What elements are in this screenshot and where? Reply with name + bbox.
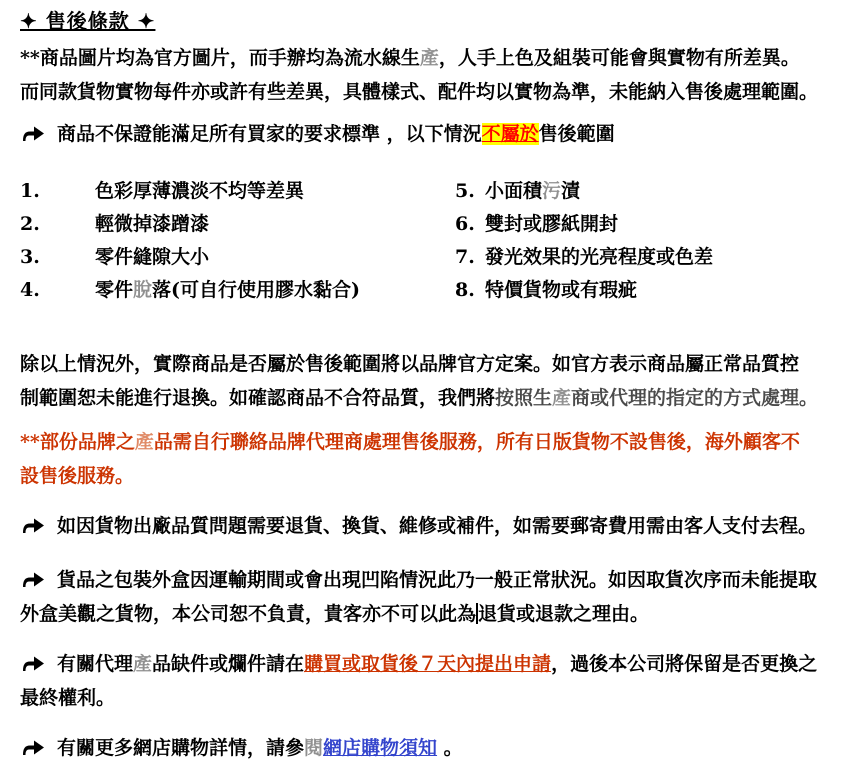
official-decision-paragraph <box>20 347 852 415</box>
item-number: 2. <box>20 213 40 235</box>
text-segment: 按照生 <box>495 387 553 409</box>
text-segment: 色彩厚薄濃淡不均等差異 <box>95 180 305 202</box>
text-segment: 有關更多網店購物詳情，請參 <box>57 737 305 759</box>
text-segment: 設售後服務。 <box>20 465 135 487</box>
exclusion-item <box>455 241 852 274</box>
item-number: 3. <box>20 246 40 268</box>
exclusion-row <box>20 208 852 241</box>
exclusion-item <box>455 208 852 241</box>
text-segment: 產 <box>419 47 439 69</box>
coverage-standards-paragraph <box>20 117 852 151</box>
paragraph-text <box>57 123 615 145</box>
paragraph-text <box>57 515 817 537</box>
exclusion-row <box>20 175 852 208</box>
exclusion-item-text <box>95 274 360 307</box>
item-number: 8. <box>455 279 475 301</box>
return-shipping-paragraph <box>20 509 852 543</box>
exclusion-item <box>455 175 852 208</box>
text-segment: 落(可自行使用膠水黏合) <box>152 279 361 301</box>
item-number: 7. <box>455 246 475 268</box>
text-segment: 雙封或膠紙開封 <box>485 213 619 235</box>
text-segment: 產 <box>134 431 154 453</box>
text-segment: 退貨或退款之理由。 <box>478 603 650 625</box>
text-segment: 閱 <box>304 737 324 759</box>
text-segment: 外盒美觀之貨物，本公司恕不負責，貴客亦不可以此為 <box>20 603 477 625</box>
paragraph-line <box>20 347 852 381</box>
item-number: 6. <box>455 213 475 235</box>
exclusion-item-text <box>485 208 618 241</box>
exclusion-item-text <box>95 208 209 241</box>
right-arrow-icon <box>20 563 46 597</box>
exclusion-item <box>20 175 455 208</box>
text-segment: 售後範圍 <box>538 123 615 145</box>
intro-paragraph <box>20 41 852 109</box>
brand-agent-note-paragraph <box>20 425 852 493</box>
text-segment: 貨品之包裝外盒因運輸期間或會出現凹陷情況此乃一般正常狀況。如因取貨次序而未能提取 <box>57 569 818 591</box>
text-segment: 最終權利。 <box>20 687 116 709</box>
exclusion-item <box>20 208 455 241</box>
paragraph-line <box>20 563 852 597</box>
paragraph-line <box>20 731 852 765</box>
paragraph-line <box>20 425 852 459</box>
exclusion-item-text <box>95 175 304 208</box>
item-number: 1. <box>20 180 40 202</box>
shopping-notice-link[interactable]: 網店購物須知 <box>323 737 438 759</box>
text-segment: 。 <box>437 737 463 759</box>
right-arrow-icon <box>20 647 46 681</box>
paragraph-line <box>20 41 852 75</box>
right-arrow-icon <box>20 117 46 151</box>
paragraph-line <box>20 681 852 715</box>
text-segment: 除以上情況外，實際商品是否屬於售後範圍將以品牌官方定案。如官方表示商品屬正常品質控 <box>20 353 800 375</box>
text-segment: ，過後本公司將保留是否更換之 <box>551 653 818 675</box>
right-arrow-icon <box>20 509 46 543</box>
exclusions-list <box>20 175 852 307</box>
exclusion-item <box>455 274 852 307</box>
text-segment: 零件 <box>95 279 134 301</box>
text-segment: 商品不保證能滿足所有買家的要求標準 ，以下情況 <box>57 123 482 145</box>
exclusion-item-text <box>485 175 580 208</box>
title-line <box>20 6 852 37</box>
not-covered-highlight: 不屬於 <box>481 123 539 145</box>
text-segment: 有關代理 <box>57 653 134 675</box>
exclusion-item <box>20 274 455 307</box>
paragraph-line <box>20 117 852 151</box>
text-segment: 輕微掉漆蹭漆 <box>95 213 210 235</box>
text-segment: 污 <box>542 180 562 202</box>
paragraph-text <box>57 569 817 591</box>
text-segment: 零件縫隙大小 <box>95 246 210 268</box>
right-arrow-icon <box>20 731 46 765</box>
page-title: ✦ 售後條款 ✦ <box>20 9 156 33</box>
text-segment: 發光效果的光亮程度或色差 <box>485 246 714 268</box>
packaging-note-paragraph <box>20 563 852 631</box>
exclusion-item-text <box>95 241 209 274</box>
item-number: 5. <box>455 180 475 202</box>
paragraph-line <box>20 597 852 631</box>
paragraph-line <box>20 75 852 109</box>
text-segment: **商品圖片均為官方圖片，而手辦均為流水線生 <box>20 47 420 69</box>
text-segment: 小面積 <box>485 180 543 202</box>
text-segment: 商或代理的指定的方式處理。 <box>571 387 819 409</box>
exclusion-row <box>20 241 852 274</box>
exclusion-row <box>20 274 852 307</box>
exclusion-item <box>20 241 455 274</box>
text-segment: 漬 <box>561 180 581 202</box>
item-number: 4. <box>20 279 40 301</box>
exclusion-item-text <box>485 241 713 274</box>
paragraph-line <box>20 647 852 681</box>
text-segment: 而同款貨物實物每件亦或許有些差異，具體樣式、配件均以實物為準，未能納入售後處理範圍。 <box>20 81 819 103</box>
exclusion-item-text <box>485 274 637 307</box>
text-segment: 特價貨物或有瑕疵 <box>485 279 638 301</box>
paragraph-text <box>57 653 817 675</box>
text-segment: ，人手上色及組裝可能會與實物有所差異。 <box>438 47 800 69</box>
paragraph-line <box>20 509 852 543</box>
more-info-paragraph <box>20 731 852 765</box>
text-segment: 產 <box>133 653 153 675</box>
text-segment: 品需自行聯絡品牌代理商處理售後服務，所有日版貨物不設售後，海外顧客不 <box>153 431 800 453</box>
paragraph-text <box>57 737 463 759</box>
text-segment: 如因貨物出廠品質問題需要退貨、換貨、維修或補件，如需要郵寄費用需由客人支付去程。 <box>57 515 818 537</box>
defect-claim-paragraph <box>20 647 852 715</box>
paragraph-line <box>20 459 852 493</box>
text-segment: 產 <box>552 387 572 409</box>
text-segment: 脫 <box>133 279 153 301</box>
text-segment: **部份品牌之 <box>20 431 135 453</box>
claim-deadline-link[interactable]: 購買或取貨後７天內提出申請 <box>304 653 552 675</box>
text-segment: 制範圍恕未能進行退換。如確認商品不合符品質，我們將 <box>20 387 496 409</box>
paragraph-line <box>20 381 852 415</box>
text-segment: 品缺件或爛件請在 <box>152 653 305 675</box>
